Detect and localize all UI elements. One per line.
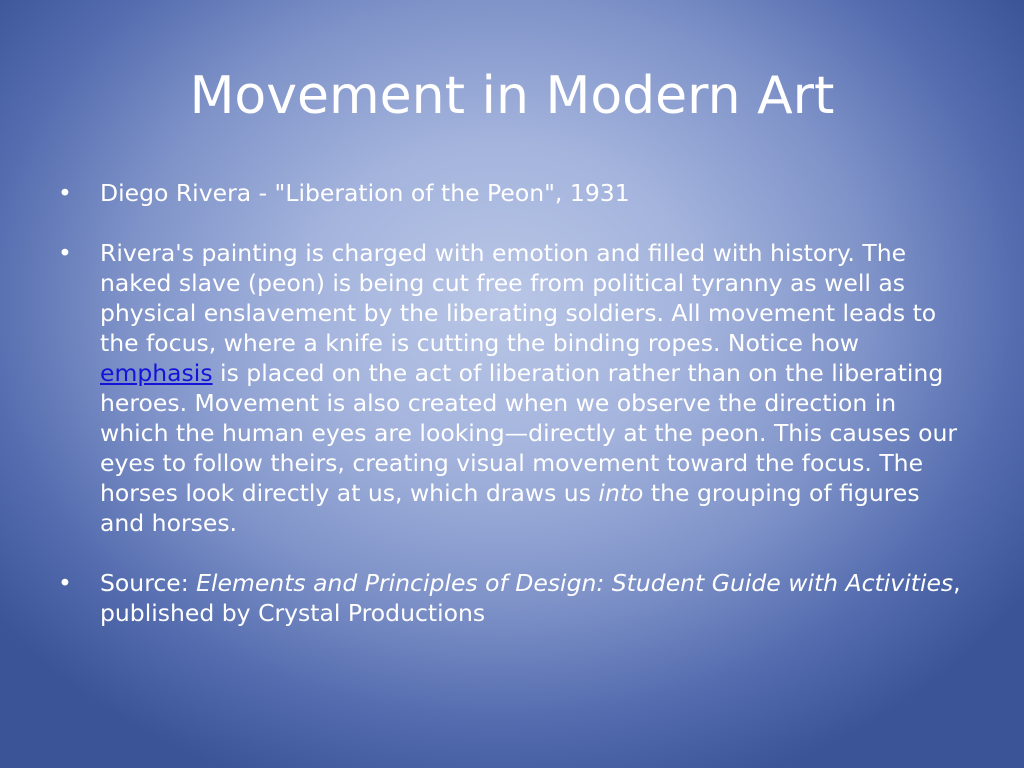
bullet-text: the grouping of figures and horses. [100, 479, 920, 537]
bullet-text: Diego Rivera - "Liberation of the Peon", 1931 [100, 179, 630, 207]
bullet-text: is placed on the act of liberation rather than on the liberating heroes. Movement is also created when we observe the direction in which the human eyes are looking—directly at the peon. This causes our eyes to follow theirs, creating visual movement toward the focus. The horses look directly at us, which draws us [100, 359, 958, 507]
bullet-dot-icon: • [58, 239, 72, 267]
source-suffix: , published by Crystal Productions [100, 569, 961, 627]
bullet-dot-icon: • [58, 179, 72, 207]
bullet-item-artwork [58, 178, 963, 208]
source-prefix: Source: [100, 569, 197, 597]
bullet-dot-icon: • [58, 569, 72, 597]
source-title: Elements and Principles of Design: Student Guide with Activities [196, 569, 954, 597]
italic-word: into [598, 479, 644, 507]
bullet-item-description [58, 238, 963, 538]
emphasis-link[interactable]: emphasis [100, 359, 213, 387]
bullet-item-source [58, 568, 963, 628]
bullet-list [58, 178, 963, 628]
bullet-text: Rivera's painting is charged with emotion and filled with history. The naked slave (peon) is being cut free from political tyranny as well as physical enslavement by the liberating soldiers. All movement leads to the focus, where a knife is cutting the binding ropes. Notice how [100, 239, 937, 357]
slide-title: Movement in Modern Art [189, 66, 835, 126]
